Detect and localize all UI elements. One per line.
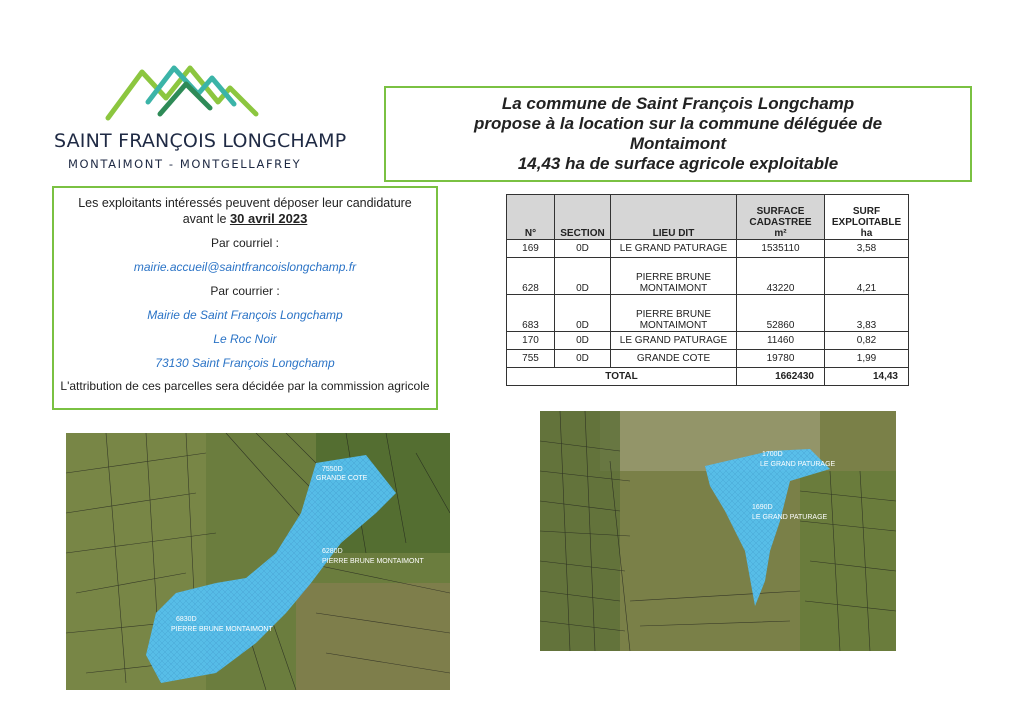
cell-exploit: 4,21 <box>825 258 909 295</box>
cell-exploit: 3,83 <box>825 295 909 332</box>
table-row <box>507 332 909 350</box>
table-row <box>507 295 909 332</box>
title-line-4: 14,43 ha de surface agricole exploitable <box>517 154 839 173</box>
header-surface-l3: m² <box>774 228 787 239</box>
table-total-row <box>507 368 909 386</box>
map-right-label-2-code: 1690D <box>752 504 773 511</box>
map-right <box>540 411 896 651</box>
total-label: TOTAL <box>507 368 737 386</box>
deadline-line <box>54 211 436 226</box>
title-box <box>384 86 972 182</box>
attribution-text: L'attribution de ces parcelles sera décidée par la commission agricole <box>60 379 430 393</box>
total-exploit: 14,43 <box>825 368 909 386</box>
cell-surface: 11460 <box>737 332 825 350</box>
cell-surface: 1535110 <box>737 240 825 258</box>
cell-lieu-l2: MONTAIMONT <box>639 283 708 294</box>
map-left-label-1-name: GRANDE COTE <box>316 475 368 482</box>
map-left-label-3-code: 6830D <box>176 616 197 623</box>
brand-subtitle: MONTAIMONT - MONTGELLAFREY <box>68 157 302 171</box>
table-row <box>507 258 909 295</box>
map-left-image <box>66 433 450 690</box>
header-exploit-l1: SURF <box>852 206 881 217</box>
cell-lieu-l2: MONTAIMONT <box>639 320 708 331</box>
logo-mountains-icon <box>100 58 260 122</box>
cell-surface: 43220 <box>737 258 825 295</box>
cell-surface: 52860 <box>737 295 825 332</box>
map-left-label-2-code: 6280D <box>322 548 343 555</box>
header-lieu-dit: LIEU DIT <box>611 195 737 240</box>
table-row <box>507 350 909 368</box>
cell-lieu-l1: PIERRE BRUNE <box>635 272 711 283</box>
deadline-date: 30 avril 2023 <box>229 211 308 226</box>
cell-lieu <box>611 295 737 332</box>
cell-surface: 19780 <box>737 350 825 368</box>
header-surface <box>737 195 825 240</box>
info-box <box>52 186 438 410</box>
cell-section: 0D <box>555 295 611 332</box>
mail-label: Par courrier : <box>210 284 280 298</box>
header-section: SECTION <box>555 195 611 240</box>
map-left-label-2-name: PIERRE BRUNE MONTAIMONT <box>322 558 424 565</box>
brand-name: SAINT FRANÇOIS LONGCHAMP <box>54 130 347 152</box>
cell-lieu-l1: PIERRE BRUNE <box>635 309 711 320</box>
map-left-label-3-name: PIERRE BRUNE MONTAIMONT <box>171 626 273 633</box>
map-left-label-1-code: 7550D <box>322 466 343 473</box>
address-line-2: Le Roc Noir <box>213 332 277 346</box>
email-label: Par courriel : <box>210 236 280 250</box>
deadline-prefix: avant le <box>182 212 227 226</box>
map-right-label-1-name: LE GRAND PATURAGE <box>760 461 836 468</box>
title-line-1: La commune de Saint François Longchamp <box>501 94 855 113</box>
header-exploit-l2: EXPLOITABLE <box>831 217 902 228</box>
cell-lieu <box>611 258 737 295</box>
cell-exploit: 0,82 <box>825 332 909 350</box>
cell-num: 628 <box>507 258 555 295</box>
map-left <box>66 433 450 690</box>
cell-section: 0D <box>555 332 611 350</box>
title-line-3: Montaimont <box>629 134 727 153</box>
address-line-3: 73130 Saint François Longchamp <box>155 356 335 370</box>
table-row <box>507 240 909 258</box>
cell-num: 170 <box>507 332 555 350</box>
cell-num: 755 <box>507 350 555 368</box>
header-exploit-l3: ha <box>860 228 873 239</box>
map-right-label-2-name: LE GRAND PATURAGE <box>752 514 828 521</box>
header-exploitable <box>825 195 909 240</box>
cell-section: 0D <box>555 350 611 368</box>
parcel-table <box>506 194 909 386</box>
cell-section: 0D <box>555 258 611 295</box>
email-link[interactable]: mairie.accueil@saintfrancoislongchamp.fr <box>133 260 357 274</box>
header-surface-l1: SURFACE <box>756 206 805 217</box>
cell-section: 0D <box>555 240 611 258</box>
cell-num: 683 <box>507 295 555 332</box>
header-surface-l2: CADASTREE <box>749 217 812 228</box>
cell-exploit: 3,58 <box>825 240 909 258</box>
intro-text: Les exploitants intéressés peuvent déposer leur candidature <box>78 196 412 210</box>
address-line-1: Mairie de Saint François Longchamp <box>147 308 343 322</box>
map-right-label-1-code: 1700D <box>762 451 783 458</box>
cell-lieu: GRANDE COTE <box>611 350 737 368</box>
cell-lieu: LE GRAND PATURAGE <box>611 240 737 258</box>
cell-exploit: 1,99 <box>825 350 909 368</box>
table-header-row <box>507 195 909 240</box>
cell-lieu: LE GRAND PATURAGE <box>611 332 737 350</box>
title-line-2: propose à la location sur la commune déléguée de <box>473 114 883 133</box>
cell-num: 169 <box>507 240 555 258</box>
total-surface: 1662430 <box>737 368 825 386</box>
map-right-image <box>540 411 896 651</box>
header-num: N° <box>507 195 555 240</box>
